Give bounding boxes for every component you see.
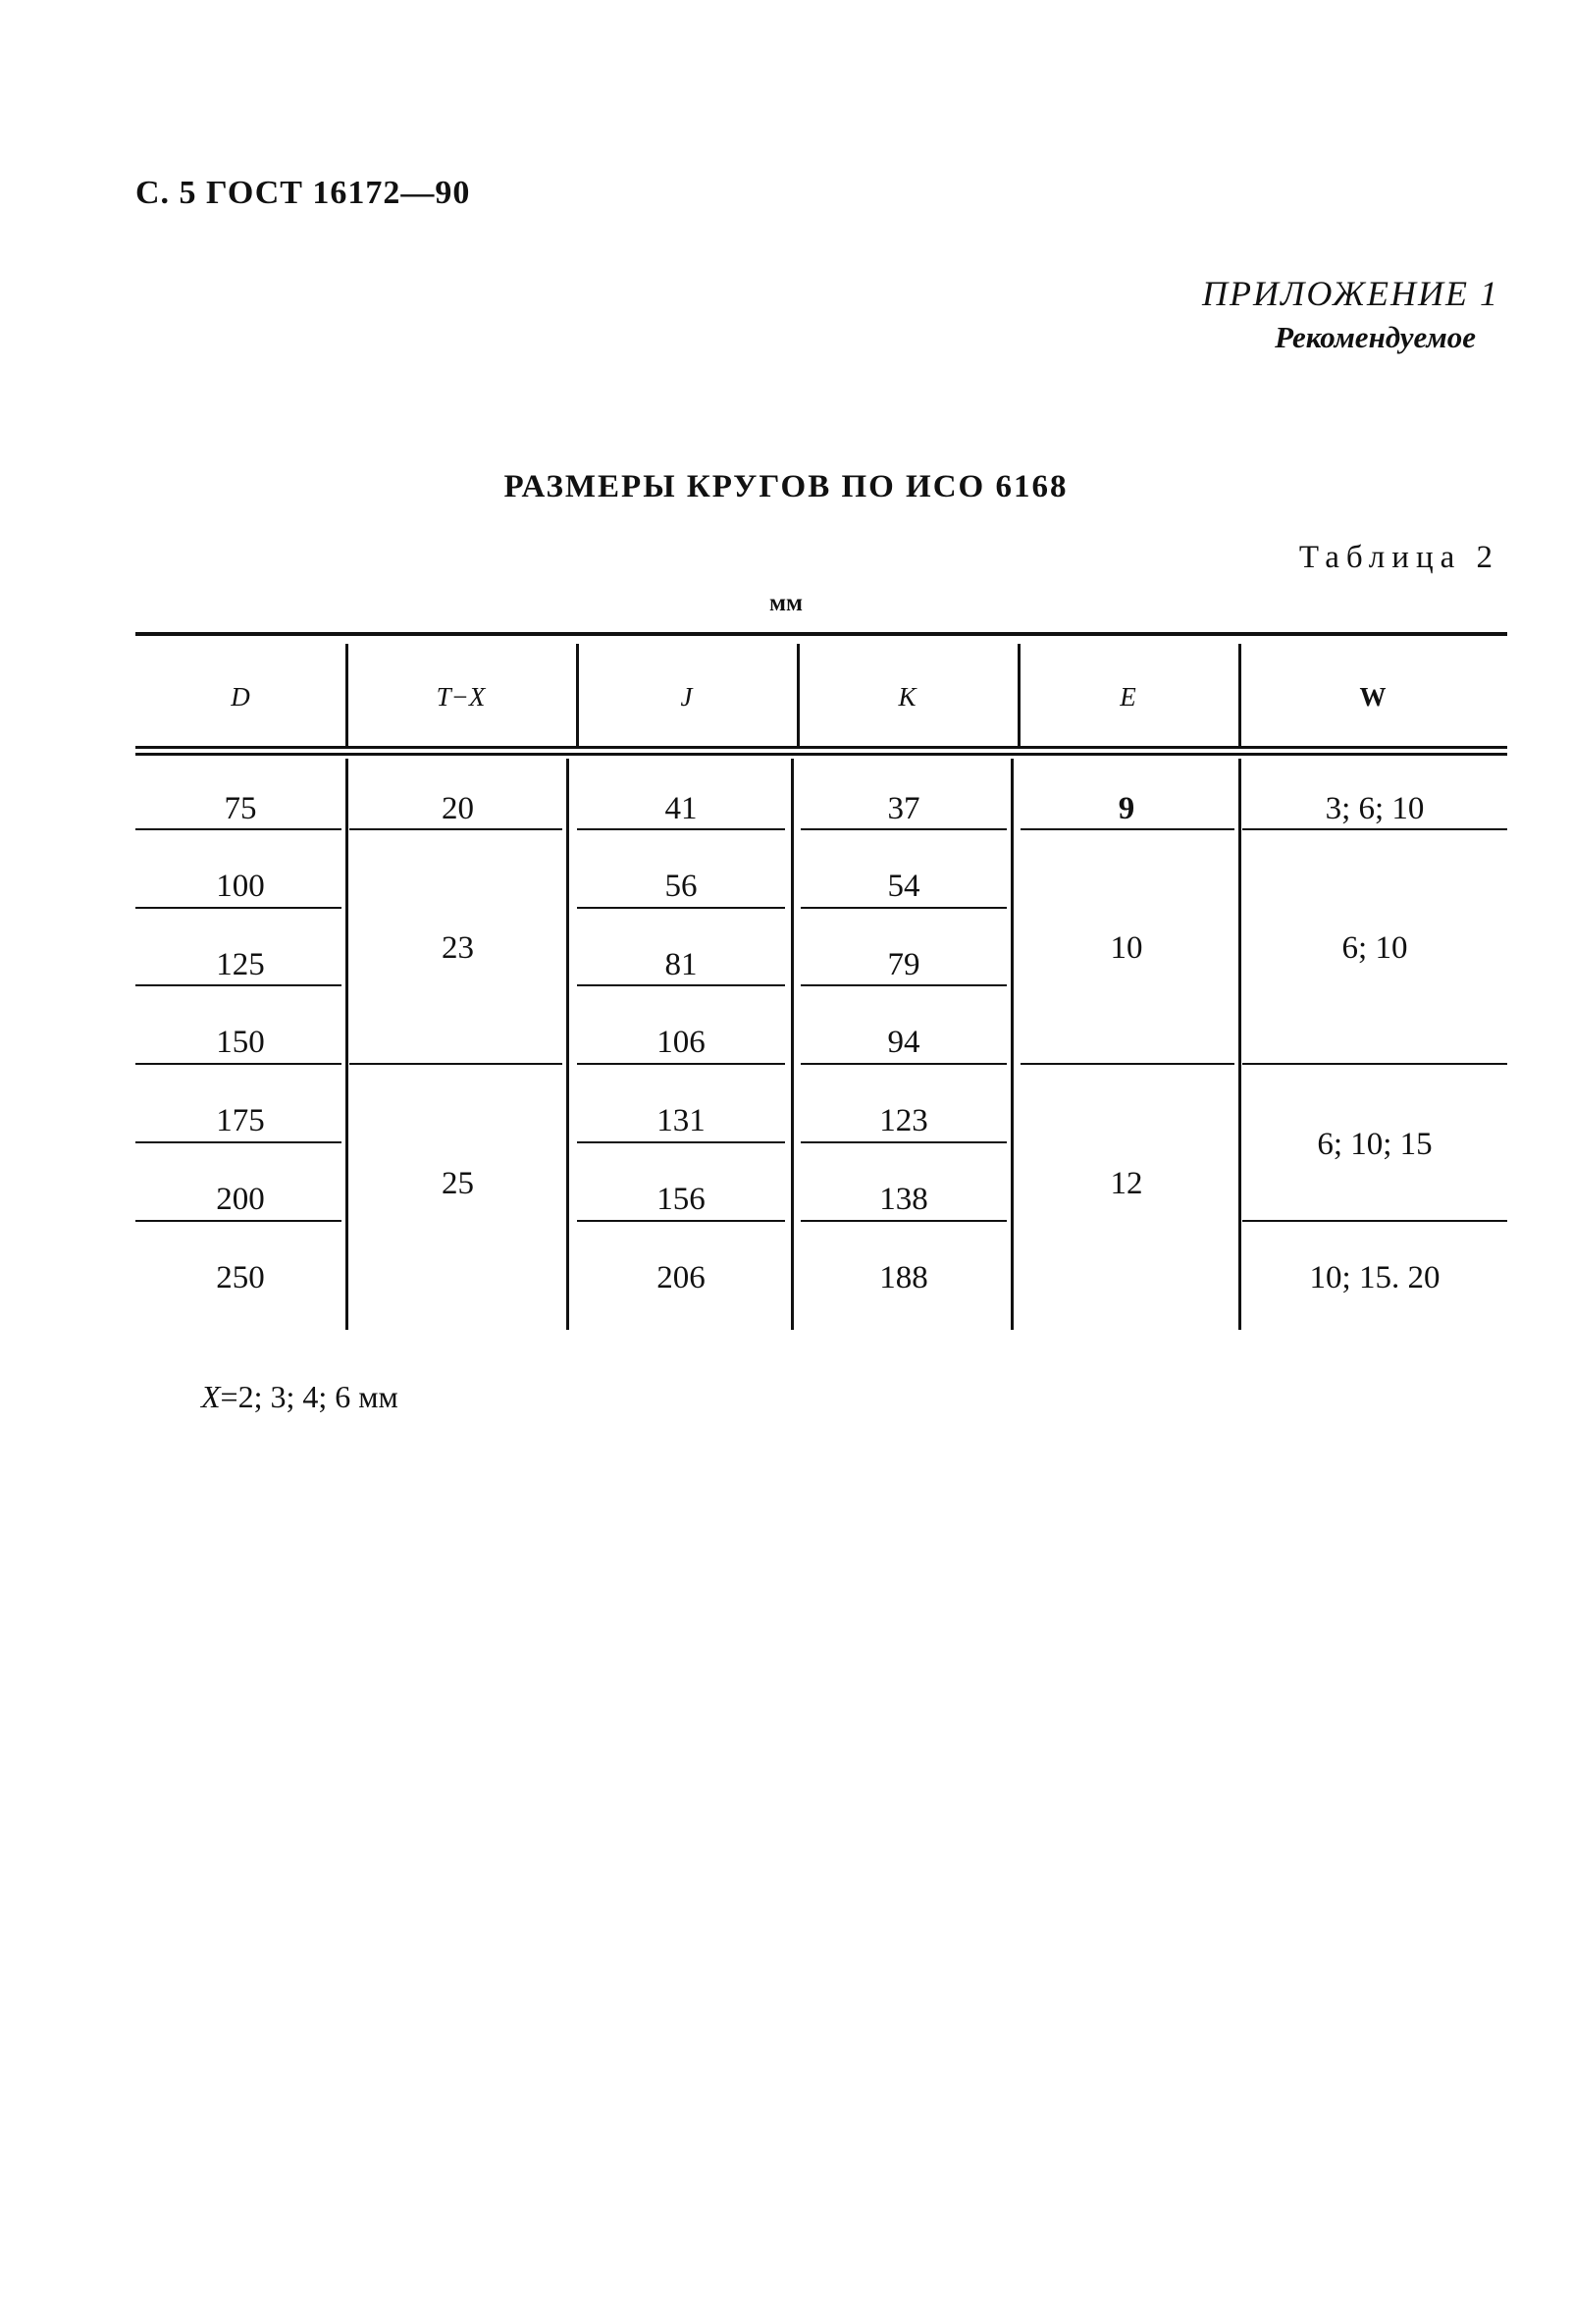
cell-w: 6; 10 <box>1341 930 1408 966</box>
cell-j: 41 <box>664 791 698 826</box>
body-divider <box>1011 759 1014 1330</box>
row-separator <box>801 1220 1007 1222</box>
body-divider <box>566 759 569 1330</box>
cell-d: 175 <box>216 1103 265 1138</box>
header-divider <box>576 644 579 746</box>
row-separator <box>349 1063 562 1065</box>
table-footnote <box>201 1379 398 1415</box>
table-top-rule <box>135 632 1507 636</box>
cell-e: 10 <box>1110 930 1143 966</box>
cell-e: 12 <box>1110 1166 1143 1201</box>
cell-j: 56 <box>664 869 698 904</box>
cell-k: 37 <box>887 791 920 826</box>
row-separator <box>577 1141 785 1143</box>
row-separator <box>1242 828 1507 830</box>
footnote-text: =2; 3; 4; 6 мм <box>220 1379 398 1414</box>
header-k: K <box>898 682 917 712</box>
cell-d: 125 <box>216 947 265 982</box>
row-separator <box>135 907 341 909</box>
header-divider <box>1238 644 1241 746</box>
row-separator <box>577 984 785 986</box>
row-separator <box>1021 1063 1234 1065</box>
cell-k: 123 <box>879 1103 928 1138</box>
cell-k: 138 <box>879 1182 928 1217</box>
row-separator <box>135 828 341 830</box>
cell-j: 206 <box>656 1260 706 1295</box>
table-label: Таблица 2 <box>1298 540 1499 575</box>
cell-d: 250 <box>216 1260 265 1295</box>
cell-j: 156 <box>656 1182 706 1217</box>
cell-j: 106 <box>656 1025 706 1060</box>
cell-d: 75 <box>224 791 257 826</box>
row-separator <box>577 1063 785 1065</box>
cell-w: 6; 10; 15 <box>1317 1127 1433 1162</box>
row-separator <box>349 828 562 830</box>
cell-t-x: 20 <box>442 791 474 826</box>
cell-k: 94 <box>887 1025 920 1060</box>
table-units: мм <box>768 590 804 616</box>
row-separator <box>135 1220 341 1222</box>
cell-d: 200 <box>216 1182 265 1217</box>
row-separator <box>577 907 785 909</box>
header-divider <box>345 644 348 746</box>
appendix-title: ПРИЛОЖЕНИЕ 1 <box>1202 274 1499 313</box>
header-divider <box>797 644 800 746</box>
row-separator <box>135 1063 341 1065</box>
header-bottom-rule-2 <box>135 753 1507 756</box>
row-separator <box>1021 828 1234 830</box>
body-divider <box>345 759 348 1330</box>
document-title: РАЗМЕРЫ КРУГОВ ПО ИСО 6168 <box>503 469 1069 504</box>
row-separator <box>577 1220 785 1222</box>
header-j: J <box>680 682 693 712</box>
cell-w: 10; 15. 20 <box>1309 1260 1441 1295</box>
row-separator <box>577 828 785 830</box>
cell-d: 100 <box>216 869 265 904</box>
header-bottom-rule-1 <box>135 746 1507 749</box>
cell-e: 9 <box>1118 791 1135 826</box>
body-divider <box>791 759 794 1330</box>
row-separator <box>1242 1220 1507 1222</box>
row-separator <box>1242 1063 1507 1065</box>
row-separator <box>135 1141 341 1143</box>
cell-d: 150 <box>216 1025 265 1060</box>
header-e: E <box>1120 682 1136 712</box>
appendix-status: Рекомендуемое <box>1275 320 1476 354</box>
row-separator <box>801 907 1007 909</box>
row-separator <box>801 984 1007 986</box>
footnote-variable: X <box>201 1379 221 1414</box>
header-w: W <box>1359 682 1387 712</box>
header-d: D <box>231 682 250 712</box>
cell-w: 3; 6; 10 <box>1325 791 1425 826</box>
cell-t-x: 25 <box>442 1166 474 1201</box>
cell-j: 131 <box>656 1103 706 1138</box>
row-separator <box>801 1063 1007 1065</box>
body-divider <box>1238 759 1241 1330</box>
row-separator <box>801 828 1007 830</box>
row-separator <box>135 984 341 986</box>
header-divider <box>1018 644 1021 746</box>
page-header: С. 5 ГОСТ 16172—90 <box>135 175 471 211</box>
cell-k: 188 <box>879 1260 928 1295</box>
cell-t-x: 23 <box>442 930 474 966</box>
cell-k: 54 <box>887 869 920 904</box>
header-t-x: T−X <box>436 682 486 712</box>
cell-k: 79 <box>887 947 920 982</box>
row-separator <box>801 1141 1007 1143</box>
cell-j: 81 <box>664 947 698 982</box>
